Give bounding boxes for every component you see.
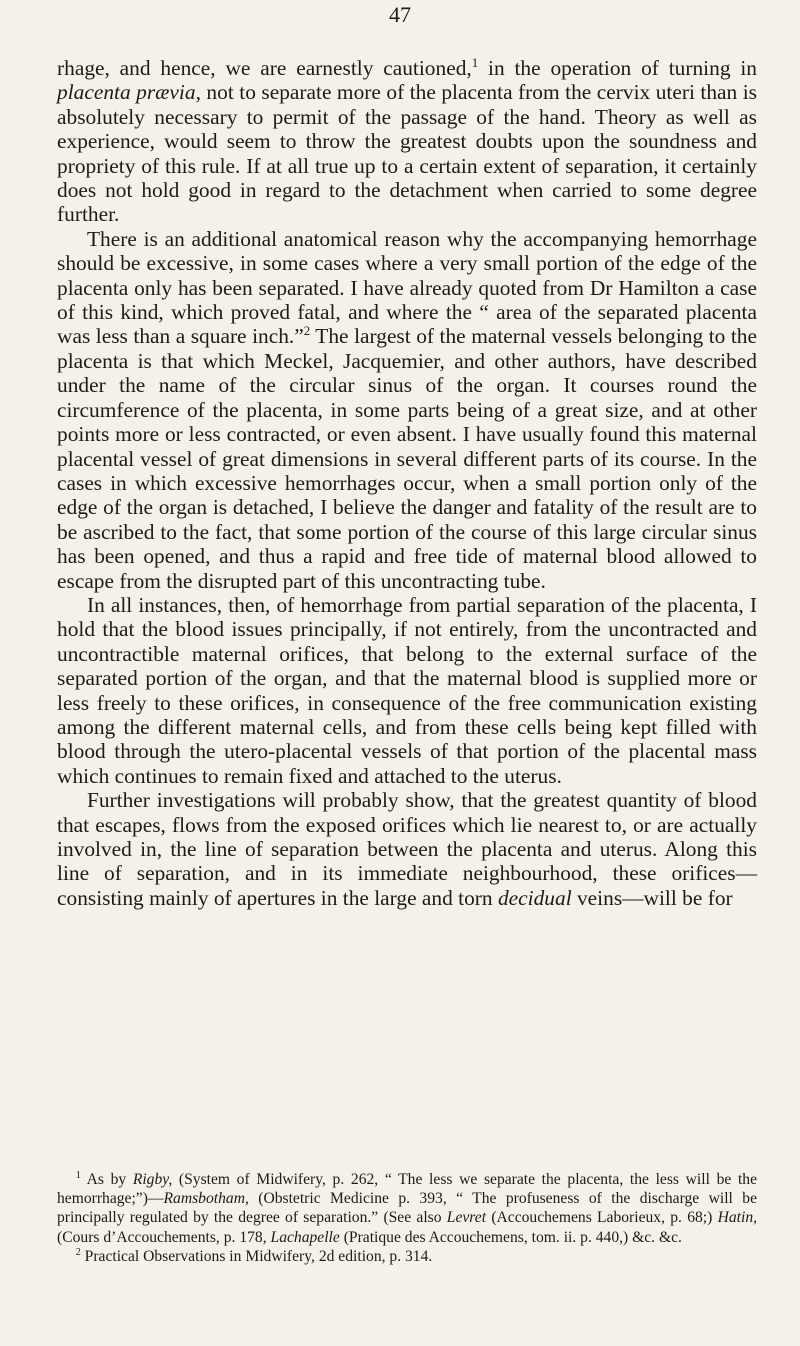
- footnote-author-ramsbotham: Ramsbotham,: [163, 1190, 249, 1208]
- paragraph-4-text-a: Further investigations will probably show, that the greatest quantity of blood that escapes, flows from the exposed orifices which lie nearest to, or are actually involved in, the line of separation between the placenta and uterus. Along this line of separation, and in its immediate neighbourhood, these orifices—consisting mainly of apertures in the large and torn: [57, 788, 757, 910]
- paragraph-1-text-b: in the operation of turning in: [478, 56, 757, 80]
- paragraph-2-text-b: The largest of the maternal vessels belonging to the placenta is that which Meckel, Jacquemier, and other authors, have described under the name of the circular sinus of the organ. It courses round the circumference of the placenta, in some parts being of a great size, and at other points more or less contracted, or even absent. I have usually found this maternal placental vessel of great dimensions in several different parts of its course. In the cases in which excessive hemorrhages occur, when a small portion only of the edge of the organ is detached, I believe the danger and fatality of the result are to be ascribed to the fact, that some portion of the course of this large circular sinus has been opened, and thus a rapid and free tide of maternal blood allowed to escape from the disrupted part of this uncontracting tube.: [57, 324, 757, 593]
- footnote-1-text: (Obstetric Medicine p. 393, “ The profuseness of the discharge will be principally regulated by the degree of separation.” (See also: [57, 1190, 757, 1227]
- footnote-marker-2: 2: [75, 1246, 81, 1258]
- paragraph-2-text-a: There is an additional anatomical reason why the accompanying hemorrhage should be excessive, in some cases where a very small portion of the edge of the placenta only has been separated. I have already quoted from Dr Hamilton a case of this kind, which proved fatal, and where the “ area of the separated placenta was less than a square inch.”: [57, 226, 757, 349]
- footnote-1-text: (Cours d’Accouchements, p. 178,: [57, 1228, 271, 1246]
- body-text: [57, 56, 757, 910]
- footnotes: [57, 1170, 757, 1266]
- footnote-2: [57, 1247, 757, 1266]
- footnote-ref-1: 1: [471, 55, 479, 70]
- paragraph-1: [57, 56, 757, 227]
- footnote-2-text: Practical Observations in Midwifery, 2d edition, p. 314.: [80, 1247, 433, 1265]
- paragraph-4-text-b: veins—will be for: [571, 885, 733, 910]
- footnote-1: [57, 1170, 757, 1247]
- page-number: 47: [389, 2, 411, 27]
- footnote-author-lachapelle: Lachapelle: [270, 1228, 340, 1246]
- paragraph-1-text-a: rhage, and hence, we are earnestly cautioned,: [57, 56, 472, 80]
- footnote-author-hatin: Hatin,: [717, 1209, 758, 1227]
- paragraph-2: [57, 227, 757, 593]
- footnote-1-text: (Accouchemens Laborieux, p. 68;): [486, 1209, 718, 1227]
- paragraph-1-text-c: not to separate more of the placenta from the cervix uteri than is absolutely necessary to permit of the passage of the hand. Theory as well as experience, would seem to throw the greatest doubts upon the soundness and propriety of this rule. If at all true up to a certain extent of separation, it certainly does not hold good in regard to the detachment when carried to some degree further.: [57, 80, 757, 227]
- footnote-marker-1: 1: [75, 1169, 81, 1181]
- footnote-1-text: As by: [80, 1171, 133, 1188]
- paragraph-4: [57, 788, 757, 910]
- footnote-ref-2: 2: [303, 324, 311, 339]
- footnote-1-text: (System of Midwifery, p. 262, “ The less we separate the placenta, the less will be the hemorrhage;”)—: [57, 1171, 757, 1208]
- paragraph-1-italic: placenta prævia,: [57, 80, 201, 105]
- paragraph-3: In all instances, then, of hemorrhage from partial separation of the placenta, I hold that the blood issues principally, if not entirely, from the uncontracted and uncontractible maternal orifices, that belong to the external surface of the separated portion of the organ, and that the maternal blood is supplied more or less freely to these orifices, in consequence of the free communication existing among the different maternal cells, and from these cells being kept filled with blood through the utero-placental vessels of that portion of the placental mass which continues to remain fixed and attached to the uterus.: [57, 592, 757, 788]
- paragraph-4-italic: decidual: [497, 885, 572, 910]
- footnote-author-levret: Levret: [446, 1209, 487, 1227]
- footnote-1-text: (Pratique des Accouchemens, tom. ii. p. 440,) &c. &c.: [339, 1228, 682, 1246]
- footnote-author-rigby: Rigby,: [132, 1171, 173, 1188]
